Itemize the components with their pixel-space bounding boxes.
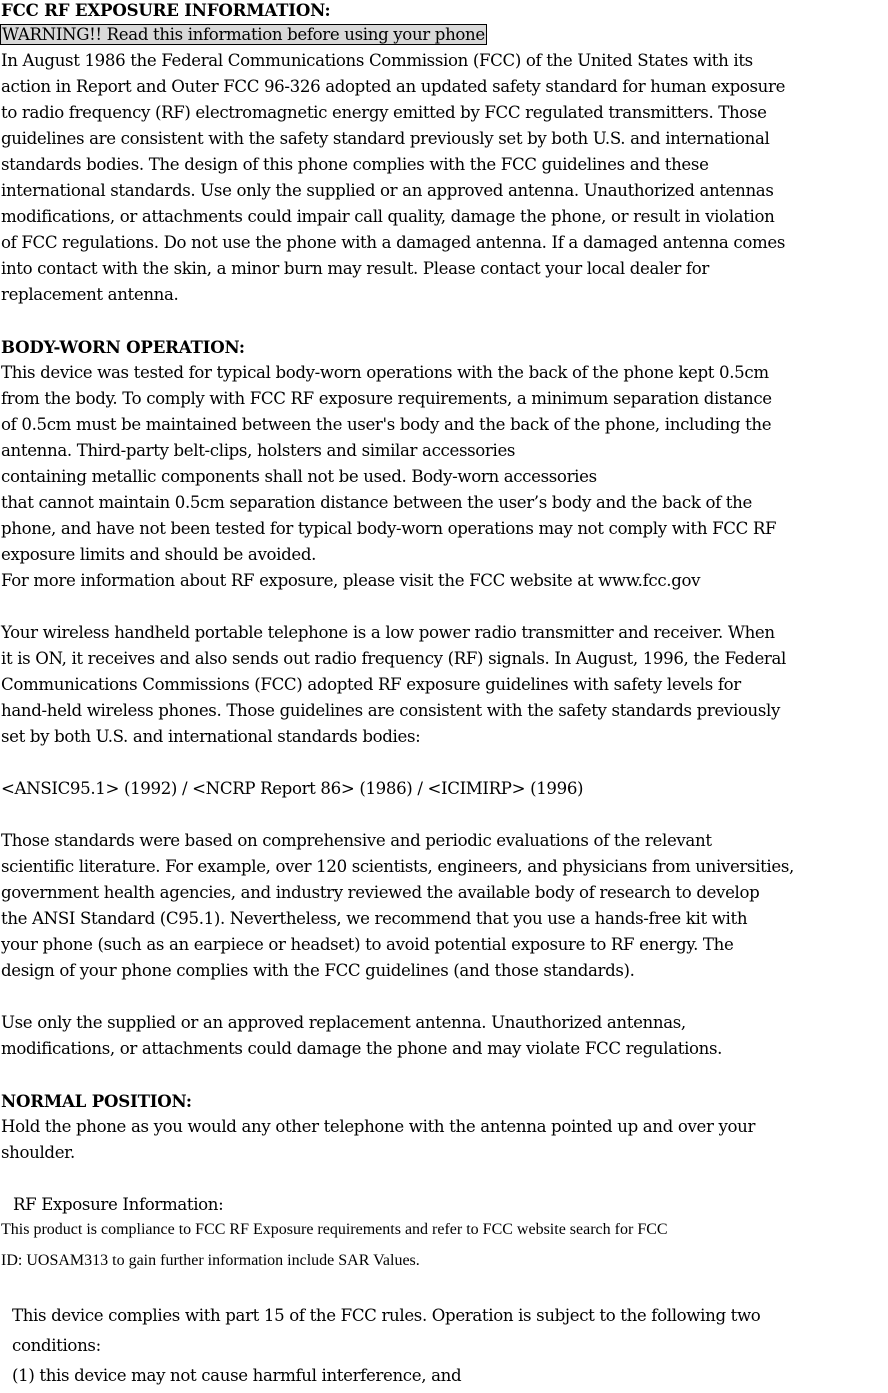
para1-line: into contact with the skin, a minor burn may result. Please contact your local dealer for bbox=[1, 259, 709, 278]
para4-line: the ANSI Standard (C95.1). Nevertheless, we recommend that you use a hands-free kit with bbox=[1, 909, 748, 928]
para5-line: Use only the supplied or an approved replacement antenna. Unauthorized antennas, bbox=[1, 1013, 686, 1032]
para2-line: from the body. To comply with FCC RF exposure requirements, a minimum separation distance bbox=[1, 389, 772, 408]
para3-line: Your wireless handheld portable telephone is a low power radio transmitter and receiver. When bbox=[1, 623, 775, 642]
part15-line: conditions: bbox=[12, 1336, 101, 1355]
para1-line: international standards. Use only the supplied or an approved antenna. Unauthorized antennas bbox=[1, 181, 774, 200]
para3-line: set by both U.S. and international standards bodies: bbox=[1, 727, 421, 746]
fcc-website-line: For more information about RF exposure, please visit the FCC website at www.fcc.gov bbox=[1, 571, 701, 590]
para2-line: containing metallic components shall not be used. Body-worn accessories bbox=[1, 467, 597, 486]
standards-line: <ANSIC95.1> (1992) / <NCRP Report 86> (1986) / <ICIMIRP> (1996) bbox=[1, 779, 584, 798]
rf-exposure-title: RF Exposure Information: bbox=[13, 1195, 224, 1214]
heading-normal-position: NORMAL POSITION: bbox=[1, 1091, 192, 1111]
para1-line: In August 1986 the Federal Communications Commission (FCC) of the United States with its bbox=[1, 51, 753, 70]
para4-line: design of your phone complies with the FCC guidelines (and those standards). bbox=[1, 961, 635, 980]
para3-line: it is ON, it receives and also sends out radio frequency (RF) signals. In August, 1996, the Federal bbox=[1, 649, 786, 668]
warning-line bbox=[1, 22, 487, 48]
part15-line: (1) this device may not cause harmful interference, and bbox=[12, 1366, 462, 1385]
para1-line: modifications, or attachments could impair call quality, damage the phone, or result in violation bbox=[1, 207, 775, 226]
para2-line: of 0.5cm must be maintained between the user's body and the back of the phone, including the bbox=[1, 415, 772, 434]
para4-line: government health agencies, and industry reviewed the available body of research to develop bbox=[1, 883, 760, 902]
para1-line: of FCC regulations. Do not use the phone with a damaged antenna. If a damaged antenna comes bbox=[1, 233, 785, 252]
para2-line: that cannot maintain 0.5cm separation distance between the user’s body and the back of the bbox=[1, 493, 752, 512]
para2-line: exposure limits and should be avoided. bbox=[1, 545, 317, 564]
para3-line: Communications Commissions (FCC) adopted RF exposure guidelines with safety levels for bbox=[1, 675, 741, 694]
part15-line: This device complies with part 15 of the FCC rules. Operation is subject to the following two bbox=[12, 1306, 761, 1325]
para1-line: replacement antenna. bbox=[1, 285, 179, 304]
warning-box: WARNING!! Read this information before using your phone bbox=[2, 25, 485, 44]
para1-line: action in Report and Outer FCC 96-326 adopted an updated safety standard for human exposure bbox=[1, 77, 786, 96]
para4-line: your phone (such as an earpiece or headset) to avoid potential exposure to RF energy. The bbox=[1, 935, 734, 954]
para1-line: to radio frequency (RF) electromagnetic energy emitted by FCC regulated transmitters. Those bbox=[1, 103, 767, 122]
para6-line: shoulder. bbox=[1, 1143, 75, 1162]
para2-line: phone, and have not been tested for typical body-worn operations may not comply with FCC RF bbox=[1, 519, 777, 538]
para2-line: antenna. Third-party belt-clips, holsters and similar accessories bbox=[1, 441, 516, 460]
para1-line: standards bodies. The design of this phone complies with the FCC guidelines and these bbox=[1, 155, 709, 174]
para2-line: This device was tested for typical body-worn operations with the back of the phone kept 0.5cm bbox=[1, 363, 769, 382]
heading-fcc-rf-exposure: FCC RF EXPOSURE INFORMATION: bbox=[1, 0, 331, 20]
heading-body-worn: BODY-WORN OPERATION: bbox=[1, 337, 245, 357]
para5-line: modifications, or attachments could damage the phone and may violate FCC regulations. bbox=[1, 1039, 723, 1058]
para4-line: Those standards were based on comprehensive and periodic evaluations of the relevant bbox=[1, 831, 712, 850]
para6-line: Hold the phone as you would any other telephone with the antenna pointed up and over your bbox=[1, 1117, 756, 1136]
para3-line: hand-held wireless phones. Those guidelines are consistent with the safety standards previously bbox=[1, 701, 781, 720]
rf-exposure-line: This product is compliance to FCC RF Exposure requirements and refer to FCC website search for FCC bbox=[1, 1221, 668, 1238]
para1-line: guidelines are consistent with the safety standard previously set by both U.S. and international bbox=[1, 129, 770, 148]
para4-line: scientific literature. For example, over 120 scientists, engineers, and physicians from universities, bbox=[1, 857, 794, 876]
rf-exposure-line: ID: UOSAM313 to gain further information include SAR Values. bbox=[1, 1252, 420, 1269]
